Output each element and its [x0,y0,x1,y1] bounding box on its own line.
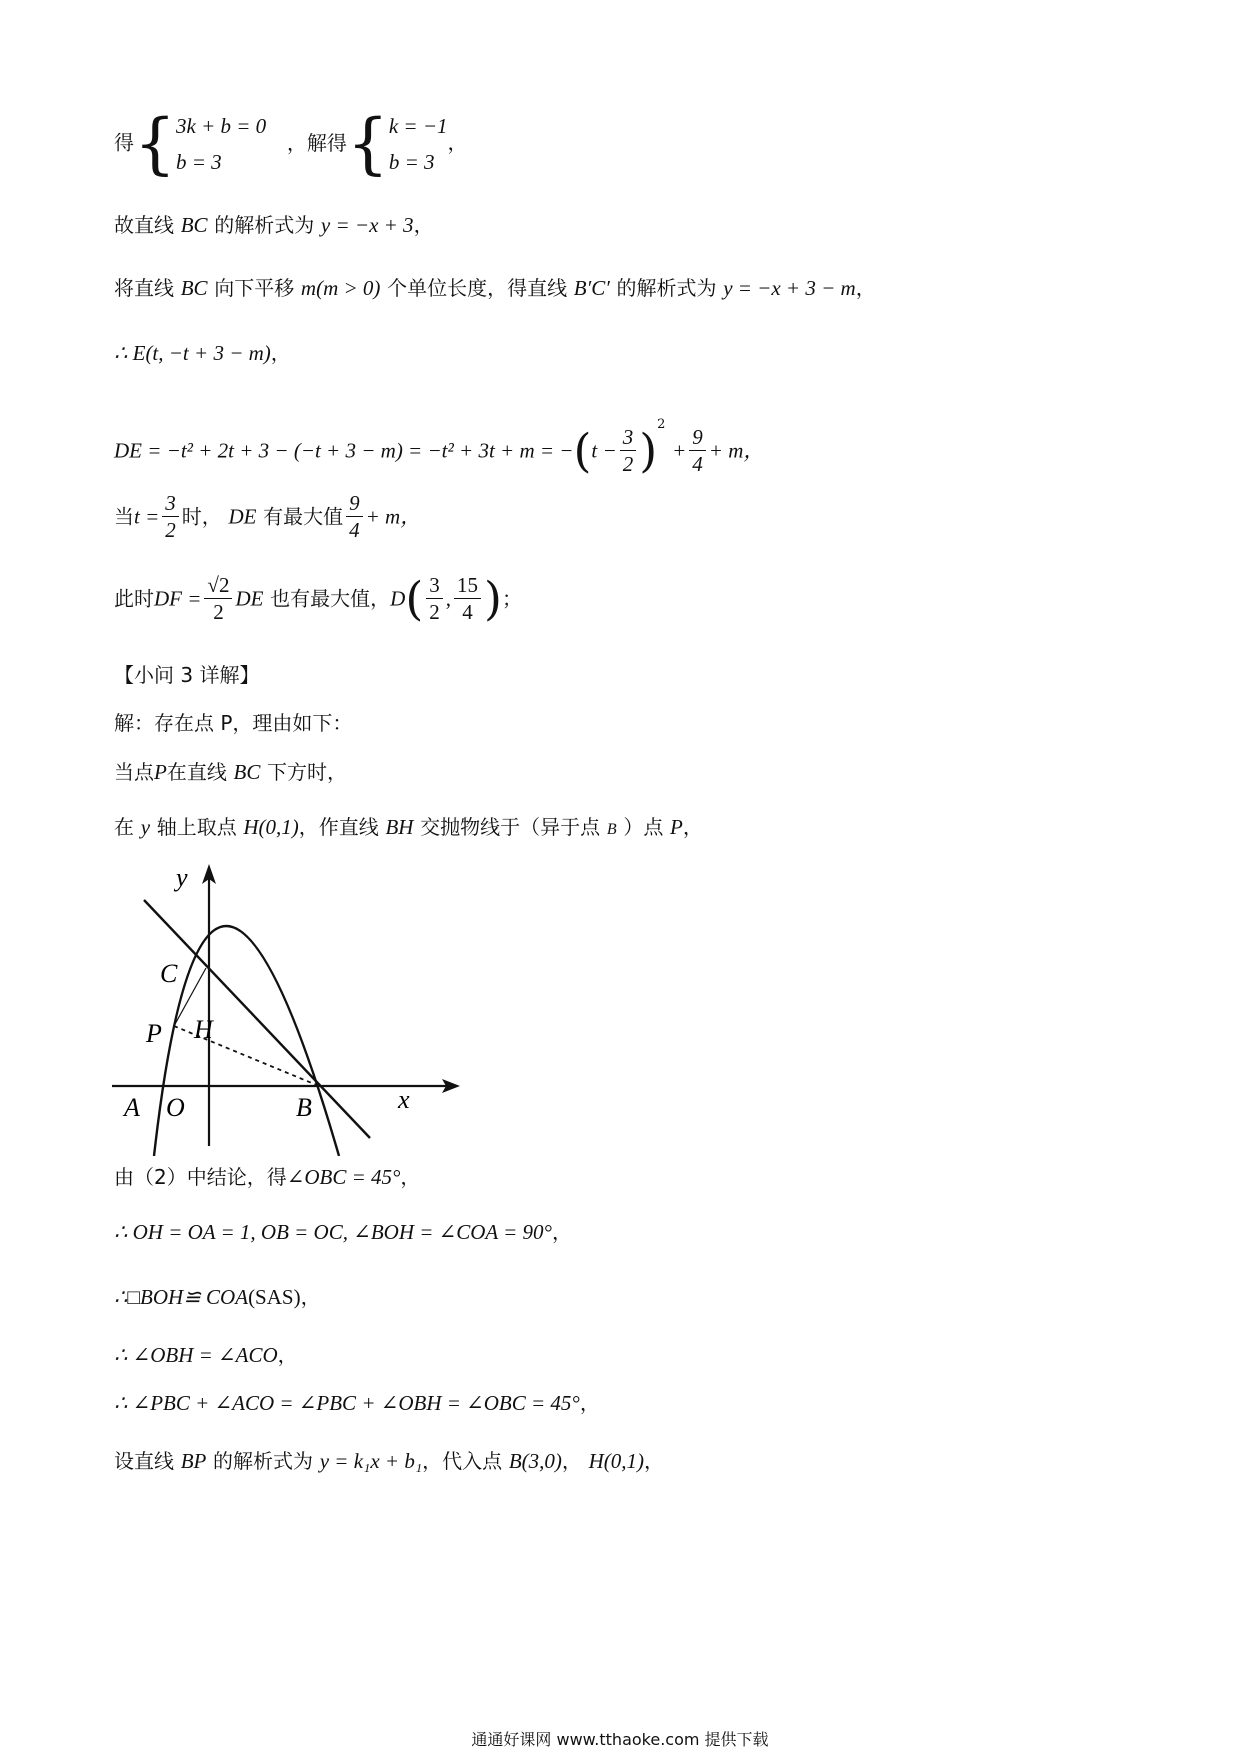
frac-9-4 [689,424,706,477]
text: 交抛物线于（异于点 [420,815,601,839]
left-brace: { [134,105,176,182]
text: 轴上取点 [156,815,237,839]
line-bp-setup [114,1446,664,1476]
math-t: t − [591,438,617,463]
math-bc: BC [233,760,261,784]
text: 个单位长度，得直线 [387,276,568,300]
eq-k: k = −1 [388,114,448,138]
label-c: C [160,959,178,988]
text: 解：存在点 P，理由如下： [114,711,353,735]
line-angle-sum [114,1388,600,1418]
text: 由（2）中结论，得 [114,1165,287,1189]
label-h: H [194,1015,213,1044]
math-congruent: ∴□BOH≌ COA [114,1285,249,1309]
math-m: m(m > 0) [300,276,381,300]
text: ， [413,213,434,237]
math-bp: BP [180,1449,207,1473]
label-o: O [166,1093,185,1122]
frac-3-2 [426,572,443,625]
math-sas: (SAS) [248,1285,301,1309]
text: ，作直线 [298,815,379,839]
line-df-max: 此时DF = $\frac{√2}{2}$ DE 也有最大值，D( $\frac{3}{2}$ , $\frac{15}{4}$ )； [114,571,522,626]
text: ， [270,341,291,365]
text: ， [277,1343,298,1367]
text: ， [551,1220,572,1244]
line-equalities [114,1217,572,1247]
eq-b3-2: b = 3 [388,150,435,174]
paren-left: ( [405,571,424,626]
den: 4 [349,518,360,542]
math-eq: ∴ ∠OBH = ∠ACO [114,1343,278,1367]
text-jiede: ，解得 [286,130,347,155]
math-y: y [140,815,151,839]
math-eq: y = k₁x + b₁ [319,1449,423,1473]
line-take-point [114,812,703,845]
math-eq: ∴ OH = OA = 1, OB = OC, ∠BOH = ∠COA = 90° [114,1220,552,1244]
math-bc-prime: B′C′ [573,276,610,300]
math-bc: BC [180,276,208,300]
text: 将直线 [114,276,174,300]
frac-root2-2 [204,572,232,625]
line-bc-expression [114,210,434,240]
text: ， [400,1165,421,1189]
heading-text: 【小问 3 详解】 [114,663,260,687]
text: 此时 [114,586,154,611]
text: ， [643,1449,664,1473]
num: 3 [620,424,637,451]
text: ）点 [623,815,664,839]
math-end: + m， [708,438,765,463]
math-e: ∴ E(t, −t + 3 − m) [114,341,271,365]
den: 4 [462,600,473,624]
num: 9 [689,424,706,451]
math-p: P [670,815,683,839]
den: 2 [622,452,634,476]
math-h-point: H(0,1) [588,1449,644,1473]
math-h: H(0,1) [243,815,299,839]
paren-left: ( [573,423,592,478]
parabola-figure [108,856,468,1156]
frac-9-4 [346,490,363,543]
math-bh: BH [385,815,414,839]
line-angle-equal [114,1340,298,1370]
num: √2 [204,572,232,599]
math-eq: y = −x + 3 [320,213,414,237]
num: 3 [426,572,443,599]
exponent: 2 [657,417,666,432]
math-de: DE [228,504,257,529]
footer-source: 通通好课网 www.tthaoke.com 提供下载 [471,1730,769,1749]
line-e-point [114,338,291,368]
section-heading [114,660,259,690]
math-eq: y = −x + 3 − m [723,276,856,300]
den: 2 [213,600,224,624]
math-df: DF = [154,586,202,611]
label-b: B [296,1093,312,1122]
num: 15 [454,572,481,599]
math-angle: ∠OBC = 45° [286,1165,401,1189]
text: 下方时， [267,760,348,784]
text: 的解析式为 [213,1449,314,1473]
math-de-left: DE = −t² + 2t + 3 − (−t + 3 − m) = −t² + 3t + m = − [114,438,574,463]
eq-b3: b = 3 [176,150,222,174]
text: 有最大值 [263,504,344,529]
math-p: P [154,760,167,784]
text: 当点 [114,760,154,784]
text: 在 [114,815,134,839]
text: ，代入点 [422,1449,503,1473]
math-end: + m， [365,504,422,529]
den: 2 [165,518,176,542]
math-eq: ∴ ∠PBC + ∠ACO = ∠PBC + ∠OBH = ∠OBC = 45° [114,1391,580,1415]
line-case [114,757,347,787]
num: 9 [346,490,363,517]
math-b: B [606,821,617,838]
system-2 [389,108,448,180]
system-1 [176,108,266,180]
num: 3 [162,490,179,517]
den: 4 [692,452,703,476]
den: 2 [429,600,440,624]
label-x: x [398,1085,410,1114]
line-max-value [114,490,421,554]
label-p: P [146,1019,162,1048]
text: 的解析式为 [214,213,315,237]
equation-system-line [114,105,468,188]
math-bc: BC [180,213,208,237]
text: 向下平移 [214,276,295,300]
math-t: t = [134,504,160,529]
math-plus: + [672,438,687,463]
text: ； [501,586,522,611]
paren-right: ) [639,423,658,478]
text: 时， [181,504,222,529]
label-y: y [176,863,188,892]
math-d: D [390,586,406,611]
line-congruent [114,1282,321,1312]
text: ， [300,1285,321,1309]
text: 也有最大值， [270,586,391,611]
comma: ， [447,130,468,155]
text: ， [561,1449,582,1473]
math-de: DE [235,586,264,611]
line-answer [114,708,352,738]
paren-right: ) [484,571,502,626]
line-conclusion [114,1162,420,1192]
text: ， [682,815,703,839]
text: 设直线 [114,1449,174,1473]
label-a: A [124,1093,140,1122]
text: ， [855,276,876,300]
text: 当 [114,504,134,529]
line-de-expression [114,410,764,480]
left-brace-2: { [346,105,389,182]
frac-3-2 [162,490,179,543]
line-translate [114,273,876,303]
text-de: 得 [114,130,134,155]
frac-3-2 [620,424,637,477]
math-b-point: B(3,0) [508,1449,562,1473]
eq-3k-b: 3k + b = 0 [176,114,267,138]
frac-15-4 [454,572,481,625]
text: 故直线 [114,213,174,237]
text: ， [579,1391,600,1415]
text: 的解析式为 [616,276,717,300]
text: 在直线 [166,760,227,784]
